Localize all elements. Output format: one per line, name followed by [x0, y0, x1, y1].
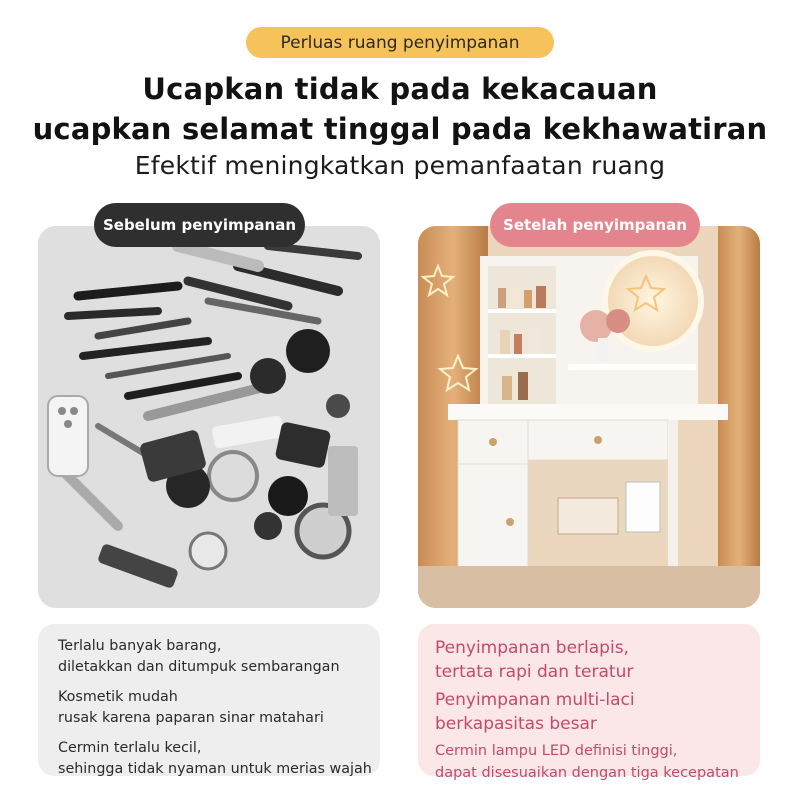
top-tag-label: Perluas ruang penyimpanan	[280, 32, 520, 53]
before-point-2-line-1: Kosmetik mudah	[58, 689, 178, 705]
before-badge-label: Sebelum penyimpanan	[102, 216, 297, 234]
after-point-1-line-2: tertata rapi dan teratur	[435, 662, 634, 682]
before-point-3-line-2: sehingga tidak nyaman untuk merias wajah	[58, 761, 372, 777]
before-cosmetics-photo	[38, 226, 380, 608]
after-point-2-line-1: Penyimpanan multi-laci	[435, 690, 635, 710]
after-point-3-line-1: Cermin lampu LED definisi tinggi,	[435, 743, 678, 759]
after-point-1-line-1: Penyimpanan berlapis,	[435, 638, 629, 658]
after-vanity-photo	[418, 226, 760, 608]
after-badge-label: Setelah penyimpanan	[503, 216, 687, 234]
subheadline: Efektif meningkatkan pemanfaatan ruang	[134, 151, 666, 180]
after-badge	[490, 203, 700, 247]
headline-line-1: Ucapkan tidak pada kekacauan	[142, 72, 658, 106]
before-badge	[94, 203, 305, 247]
before-point-1-line-2: diletakkan dan ditumpuk sembarangan	[58, 659, 340, 675]
headline-line-2: ucapkan selamat tinggal pada kekhawatiran	[32, 112, 768, 146]
before-point-2-line-2: rusak karena paparan sinar matahari	[58, 710, 324, 726]
before-description-box	[38, 624, 380, 776]
after-point-2-line-2: berkapasitas besar	[435, 714, 597, 734]
top-tag-pill	[246, 27, 554, 58]
before-point-3-line-1: Cermin terlalu kecil,	[58, 740, 202, 756]
after-description-box	[418, 624, 760, 781]
before-point-1-line-1: Terlalu banyak barang,	[58, 638, 222, 654]
after-point-3-line-2: dapat disesuaikan dengan tiga kecepatan	[435, 765, 739, 781]
